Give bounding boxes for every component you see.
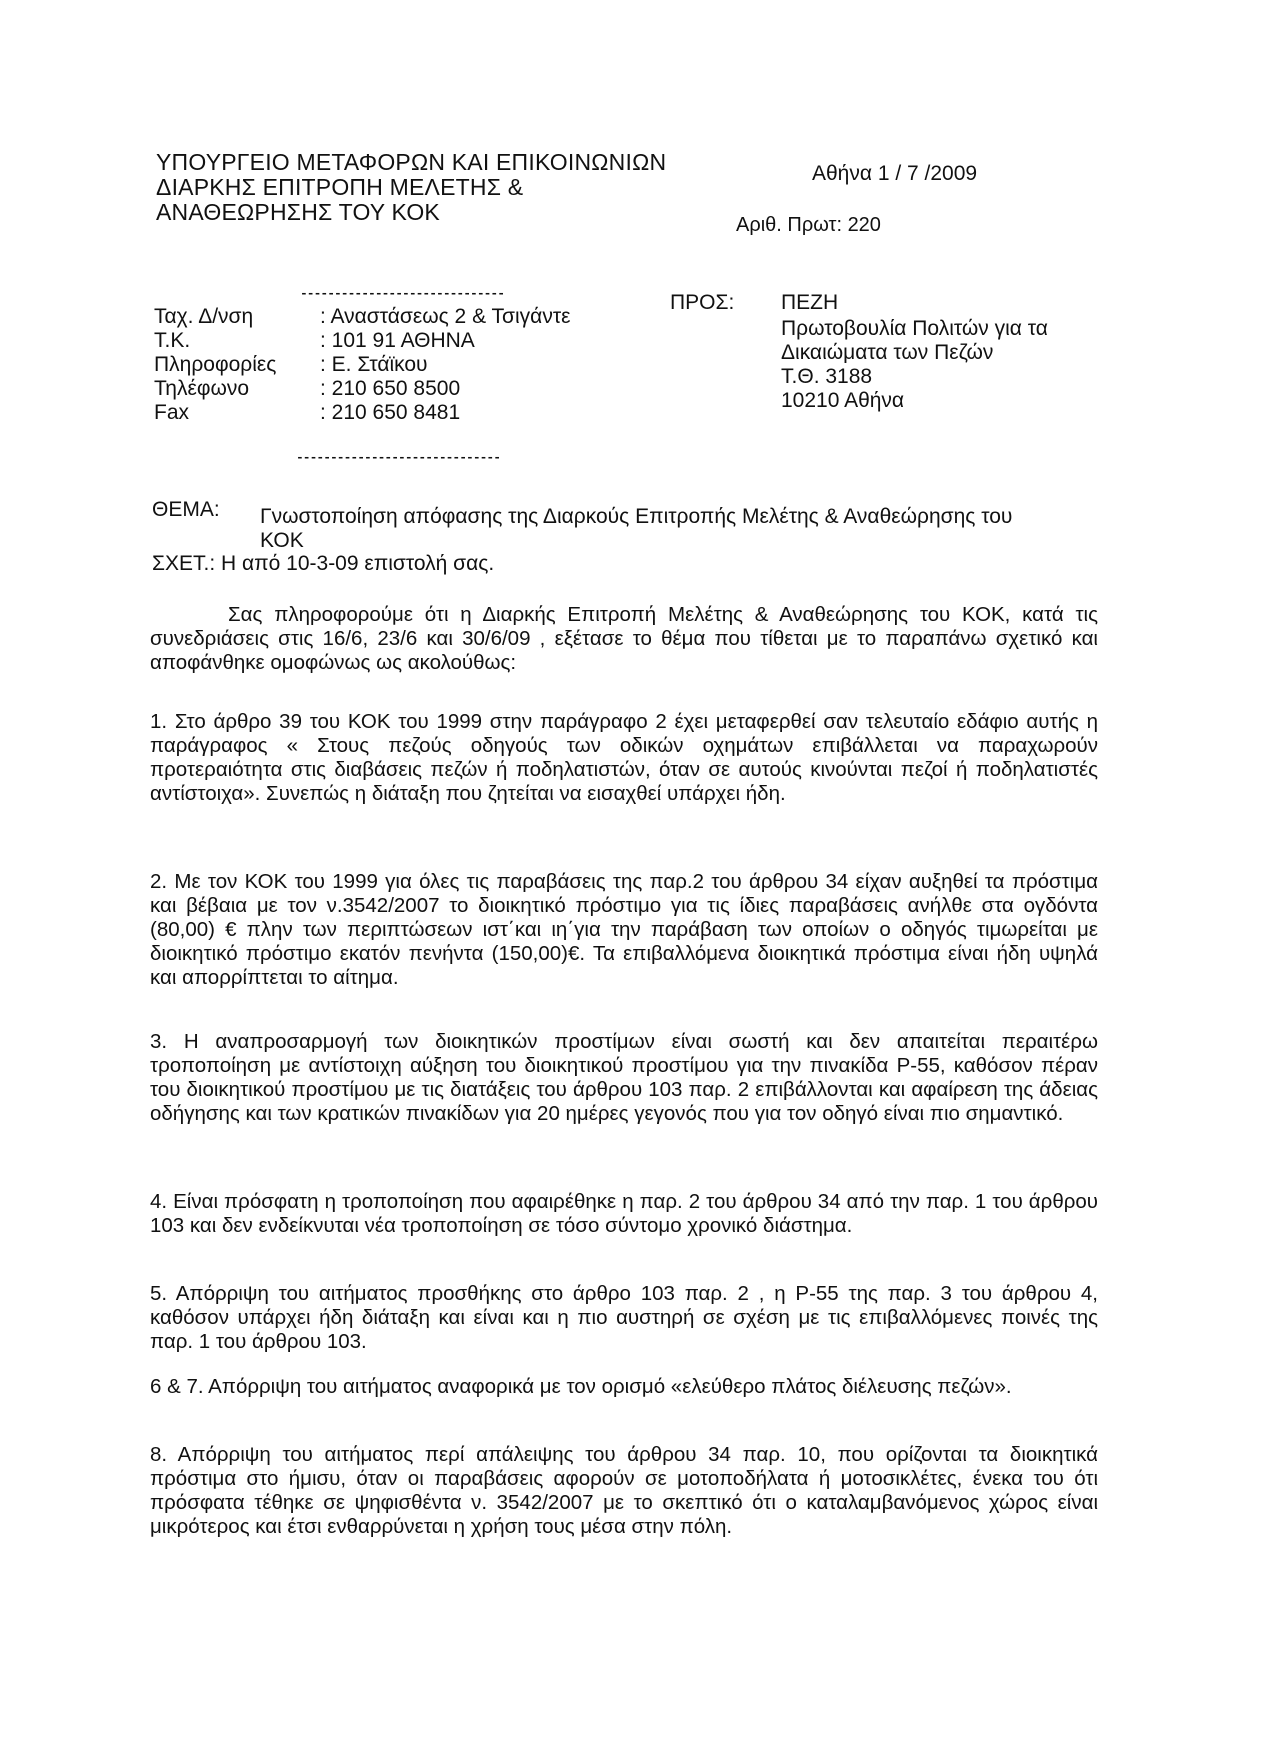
contact-value: : Αναστάσεως 2 & Τσιγάντε: [320, 305, 571, 328]
contact-row: [154, 305, 634, 329]
contact-label: Τηλέφωνο: [154, 377, 250, 400]
recipient-block: [781, 291, 1111, 413]
contact-bottom-divider: ------------------------------: [296, 450, 501, 465]
contact-row: [154, 353, 634, 377]
point-paragraph: 8. Απόρριψη του αιτήματος περί απάλειψης του άρθρου 34 παρ. 10, που ορίζονται τα διοικητικά πρόστιμα στο ήμισυ, όταν οι παραβάσεις αφορούν σε μοτοποδήλατα ή μοτοσικλέτες, ένεκα του ότι πρόσφατα τέθηκε σε ψηφισθέντα ν. 3542/2007 με το σκεπτικό ότι ο καταλαμβανόμενος χώρος είναι μικρότερος και έτσι ενθαρρύνεται η χρήση τους μέσα στην πόλη.: [150, 1443, 1098, 1538]
subject-text: [260, 505, 1120, 553]
letter-date: Αθήνα 1 / 7 /2009: [812, 162, 978, 185]
contact-row: [154, 377, 634, 401]
subject-line: Γνωστοποίηση απόφασης της Διαρκούς Επιτροπής Μελέτης & Αναθεώρησης του: [260, 505, 1013, 528]
recipient-label: ΠΡΟΣ:: [670, 291, 735, 314]
committee-name-line1: ΔΙΑΡΚΗΣ ΕΠΙΤΡΟΠΗ ΜΕΛΕΤΗΣ &: [156, 174, 524, 200]
subject-line: ΚΟΚ: [260, 529, 304, 552]
point-paragraph: 6 & 7. Απόρριψη του αιτήματος αναφορικά με τον ορισμό «ελεύθερο πλάτος διέλευσης πεζών».: [150, 1375, 1012, 1398]
contact-value: : 210 650 8481: [320, 401, 461, 424]
point-paragraph: 5. Απόρριψη του αιτήματος προσθήκης στο άρθρο 103 παρ. 2 , η Ρ-55 της παρ. 3 του άρθρου 4, καθόσον υπάρχει ήδη διάταξη και είναι και η πιο αυστηρή σε σχέση με τις επιβαλλόμενες ποινές της παρ. 1 του άρθρου 103.: [150, 1282, 1098, 1353]
intro-paragraph: Σας πληροφορούμε ότι η Διαρκής Επιτροπή Μελέτης & Αναθεώρησης του ΚΟΚ, κατά τις συνεδριάσεις στις 16/6, 23/6 και 30/6/09 , εξέτασε το θέμα που τίθεται με το παραπάνω σχετικό και αποφάνθηκε ομοφώνως ως ακολούθως:: [150, 603, 1098, 674]
reference-line: ΣΧΕΤ.: Η από 10-3-09 επιστολή σας.: [152, 552, 495, 575]
protocol-number: Αριθ. Πρωτ: 220: [736, 214, 881, 236]
contact-value: : Ε. Στάϊκου: [320, 353, 428, 376]
contact-value: : 101 91 ΑΘΗΝΑ: [320, 329, 475, 352]
point-paragraph: 2. Με τον ΚΟΚ του 1999 για όλες τις παραβάσεις της παρ.2 του άρθρου 34 είχαν αυξηθεί τα πρόστιμα και βέβαια με τον ν.3542/2007 το διοικητικό πρόστιμο για τις ίδιες παραβάσεις ανήλθε στα ογδόντα (80,00) € πλην των περιπτώσεων ιστ΄και ιη΄για την παράβαση των οποίων ο οδηγός τιμωρείται με διοικητικό πρόστιμο εκατόν πενήντα (150,00)€. Τα επιβαλλόμενα διοικητικά πρόστιμα είναι ήδη υψηλά και απορρίπτεται το αίτημα.: [150, 870, 1098, 989]
recipient-line: Τ.Θ. 3188: [781, 365, 873, 388]
point-paragraph: 1. Στο άρθρο 39 του ΚΟΚ του 1999 στην παράγραφο 2 έχει μεταφερθεί σαν τελευταίο εδάφιο αυτής η παράγραφος « Στους πεζούς οδηγούς των οδικών οχημάτων επιβάλλεται να παραχωρούν προτεραιότητα στις διαβάσεις πεζών ή ποδηλατιστών, όταν σε αυτούς κινούνται πεζοί ή ποδηλατιστές αντίστοιχα». Συνεπώς η διάταξη που ζητείται να εισαχθεί υπάρχει ήδη.: [150, 710, 1098, 805]
contact-block: [154, 305, 634, 425]
contact-label: Πληροφορίες: [154, 353, 277, 376]
contact-label: Ταχ. Δ/νση: [154, 305, 254, 328]
contact-label: Fax: [154, 401, 190, 424]
recipient-line: Δικαιώματα των Πεζών: [781, 341, 994, 364]
subject-label: ΘΕΜΑ:: [152, 498, 220, 521]
contact-label: Τ.Κ.: [154, 329, 191, 352]
recipient-line: 10210 Αθήνα: [781, 389, 905, 412]
ministry-name: ΥΠΟΥΡΓΕΙΟ ΜΕΤΑΦΟΡΩΝ ΚΑΙ ΕΠΙΚΟΙΝΩΝΙΩΝ: [156, 149, 667, 175]
committee-name-line2: ΑΝΑΘΕΩΡΗΣΗΣ ΤΟΥ ΚΟΚ: [156, 199, 440, 225]
point-paragraph: 3. Η αναπροσαρμογή των διοικητικών προστίμων είναι σωστή και δεν απαιτείται περαιτέρω τροποποίηση με αντίστοιχη αύξηση του διοικητικού προστίμου για την πινακίδα Ρ-55, καθόσον πέραν του διοικητικού προστίμου με τις διατάξεις του άρθρου 103 παρ. 2 επιβάλλονται και αφαίρεση της άδειας οδήγησης και των κρατικών πινακίδων για 20 ημέρες γεγονός που για τον οδηγό είναι πιο σημαντικό.: [150, 1030, 1098, 1125]
point-paragraph: 4. Είναι πρόσφατη η τροποποίηση που αφαιρέθηκε η παρ. 2 του άρθρου 34 από την παρ. 1 του άρθρου 103 και δεν ενδείκνυται νέα τροποποίηση σε τόσο σύντομο χρονικό διάστημα.: [150, 1190, 1098, 1237]
recipient-line: ΠΕΖΗ: [781, 291, 839, 314]
recipient-line: Πρωτοβουλία Πολιτών για τα: [781, 317, 1048, 340]
contact-value: : 210 650 8500: [320, 377, 461, 400]
ministry-header: [156, 150, 716, 225]
contact-row: [154, 329, 634, 353]
contact-row: [154, 401, 634, 425]
contact-top-divider: ------------------------------: [300, 286, 505, 301]
